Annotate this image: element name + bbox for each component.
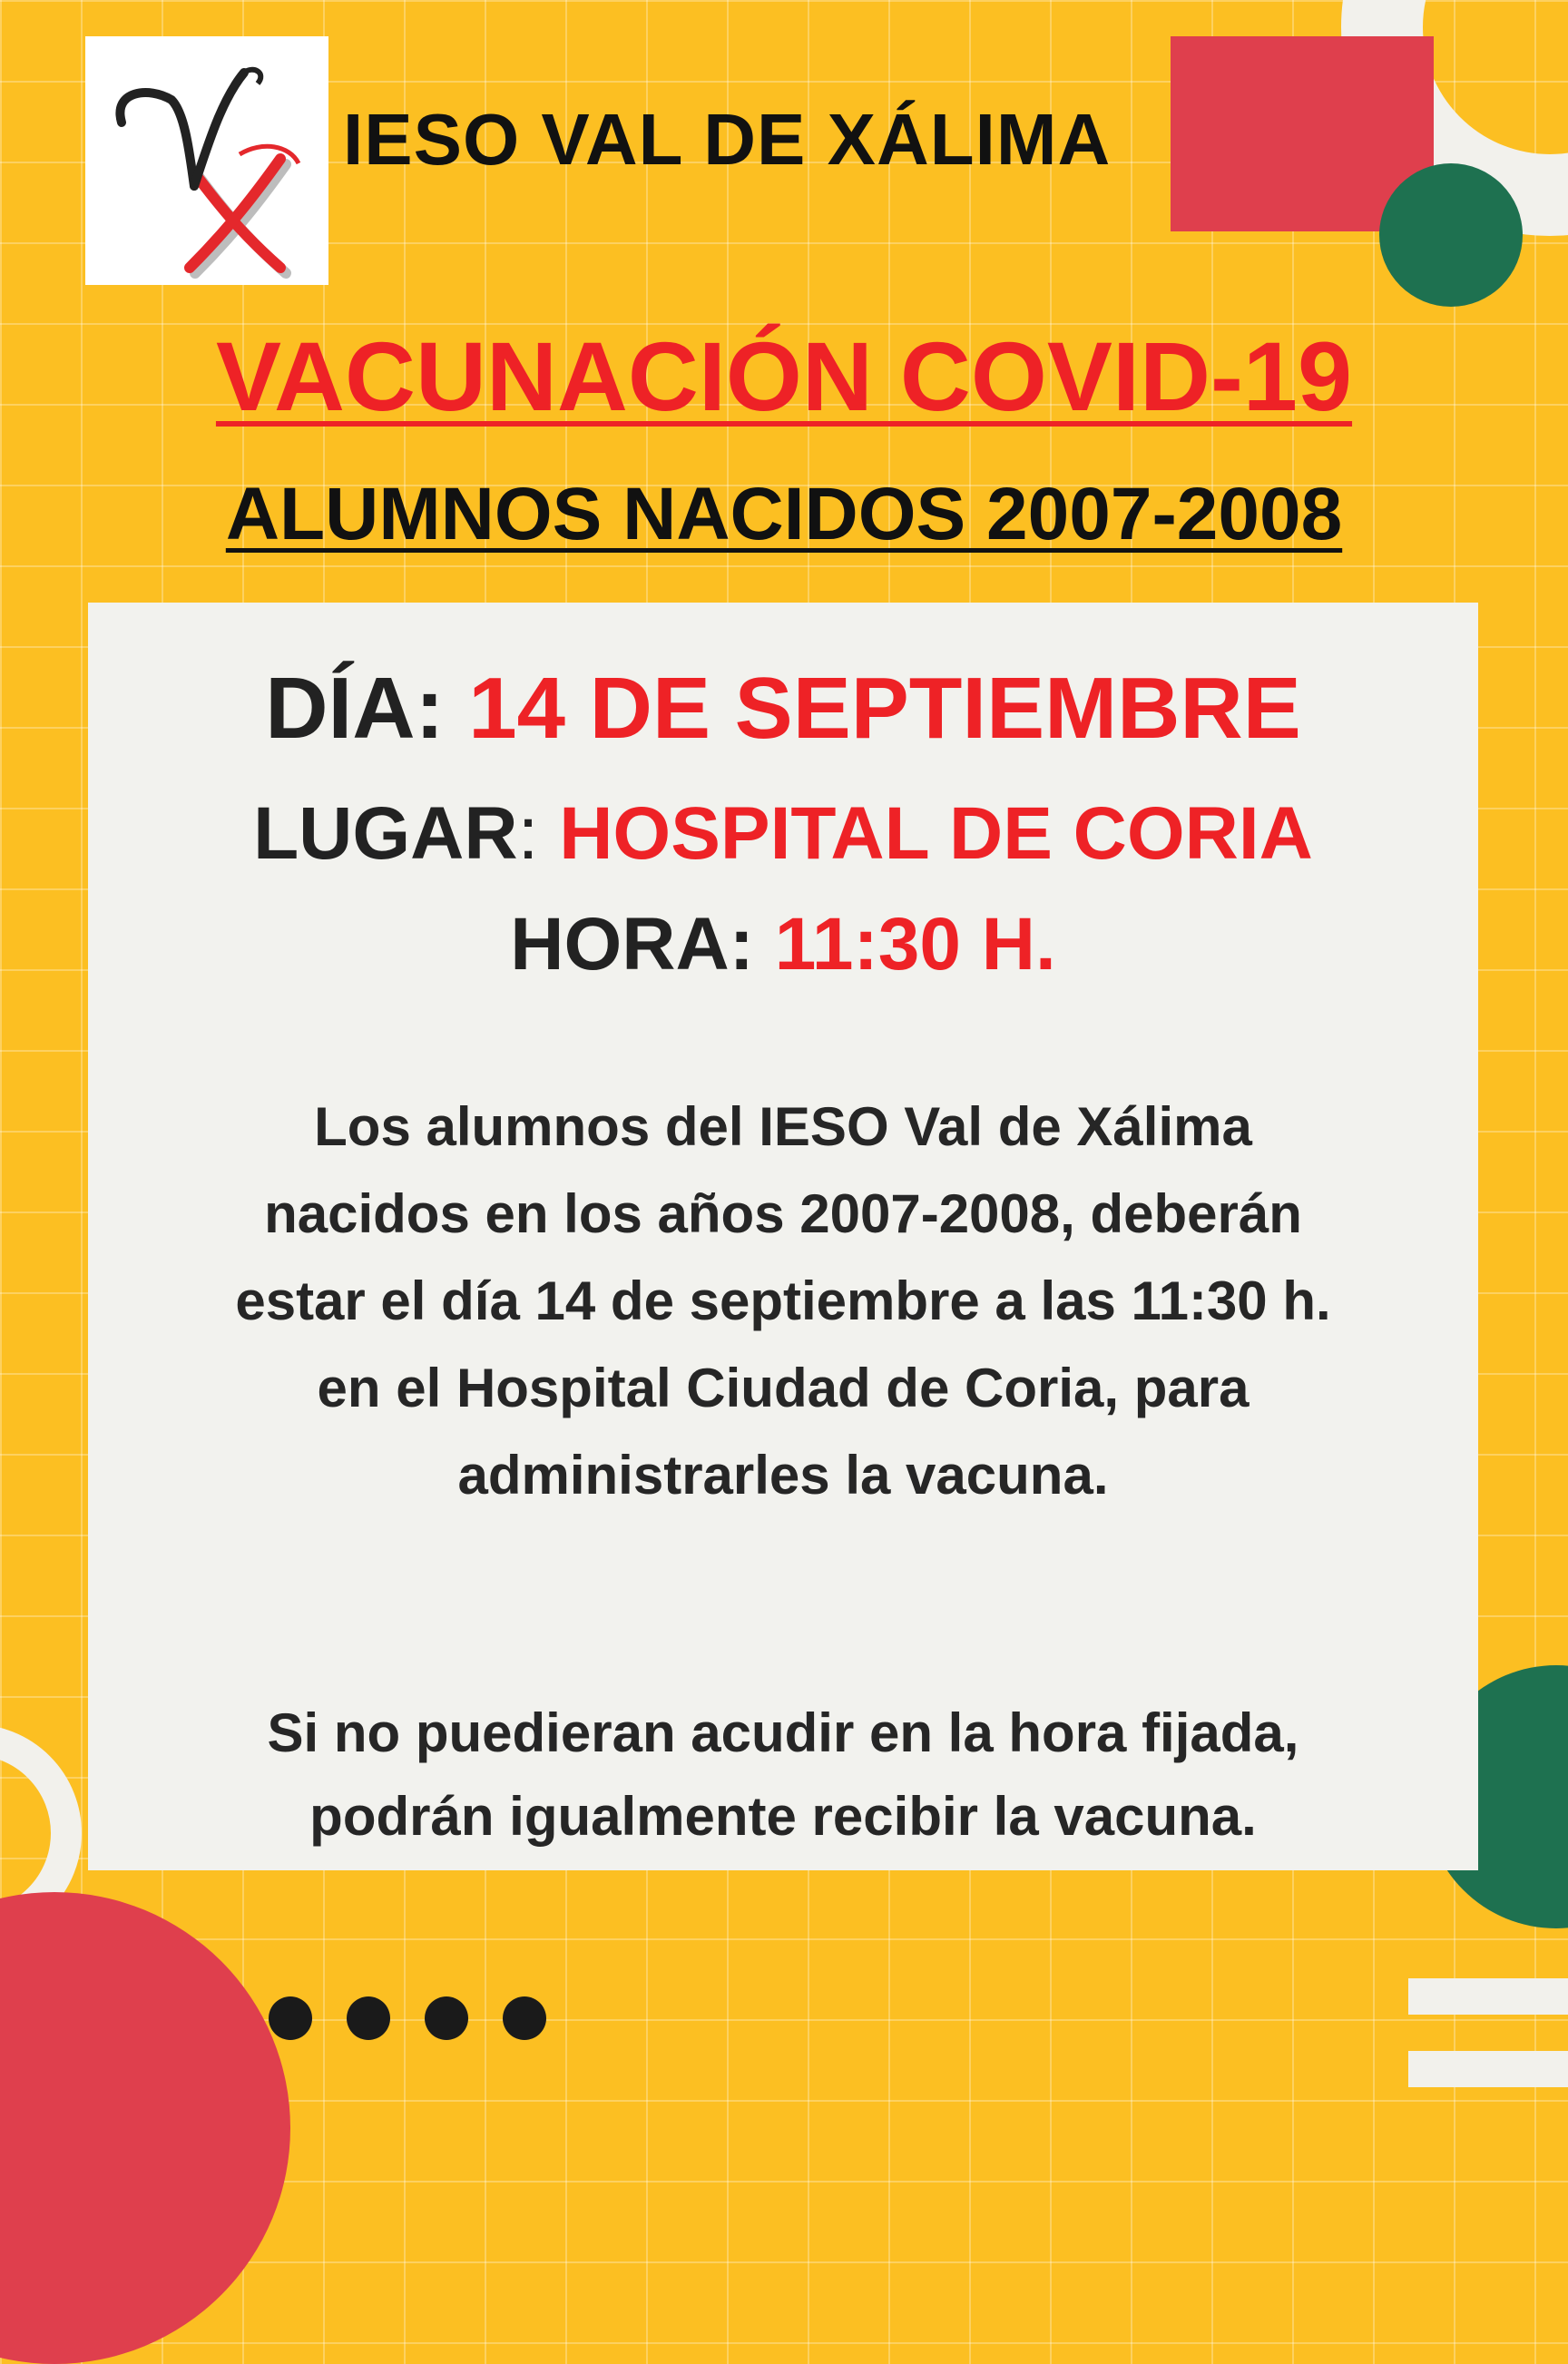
time-label: HORA: [510, 903, 754, 986]
school-name: IESO VAL DE XÁLIMA [343, 99, 1112, 180]
school-logo-graphic [85, 36, 328, 285]
decorative-bar-bottom-right [1408, 1978, 1568, 2015]
dot [269, 1996, 312, 2040]
poster-title [0, 319, 1568, 433]
paragraph-line: en el Hospital Ciudad de Coria, para [317, 1358, 1250, 1418]
place-separator: : [517, 792, 539, 875]
decorative-circle-top-right [1379, 163, 1523, 307]
time-row [88, 902, 1478, 987]
note-line: Si no puedieran acudir en la hora fijada, [267, 1702, 1299, 1763]
poster-subtitle [0, 472, 1568, 557]
place-label: LUGAR [253, 792, 518, 875]
paragraph-line: Los alumnos del IESO Val de Xálima [314, 1096, 1252, 1157]
place-value: HOSPITAL DE CORIA [559, 792, 1313, 875]
poster-title-text: VACUNACIÓN COVID-19 [215, 321, 1353, 431]
paragraph-line: estar el día 14 de septiembre a las 11:30 h. [235, 1270, 1331, 1331]
paragraph-line: administrarles la vacuna. [457, 1445, 1109, 1506]
note-paragraph [88, 1692, 1478, 1859]
day-row [88, 659, 1478, 759]
paragraph-line: nacidos en los años 2007-2008, deberán [264, 1183, 1302, 1244]
day-label: DÍA: [265, 660, 445, 757]
day-value: 14 DE SEPTIEMBRE [468, 660, 1301, 757]
dot [425, 1996, 468, 2040]
decorative-half-circle-bottom-left [0, 1892, 290, 2364]
poster-subtitle-text: ALUMNOS NACIDOS 2007-2008 [225, 473, 1343, 555]
time-value: 11:30 H. [774, 903, 1056, 986]
decorative-bar-bottom-right-2 [1408, 2051, 1568, 2087]
info-panel [88, 603, 1478, 1870]
school-logo [85, 36, 328, 285]
note-line: podrán igualmente recibir la vacuna. [309, 1786, 1257, 1847]
decorative-dots [269, 1996, 546, 2040]
place-row [88, 791, 1478, 877]
info-paragraph [88, 1084, 1478, 1519]
dot [503, 1996, 546, 2040]
dot [347, 1996, 390, 2040]
